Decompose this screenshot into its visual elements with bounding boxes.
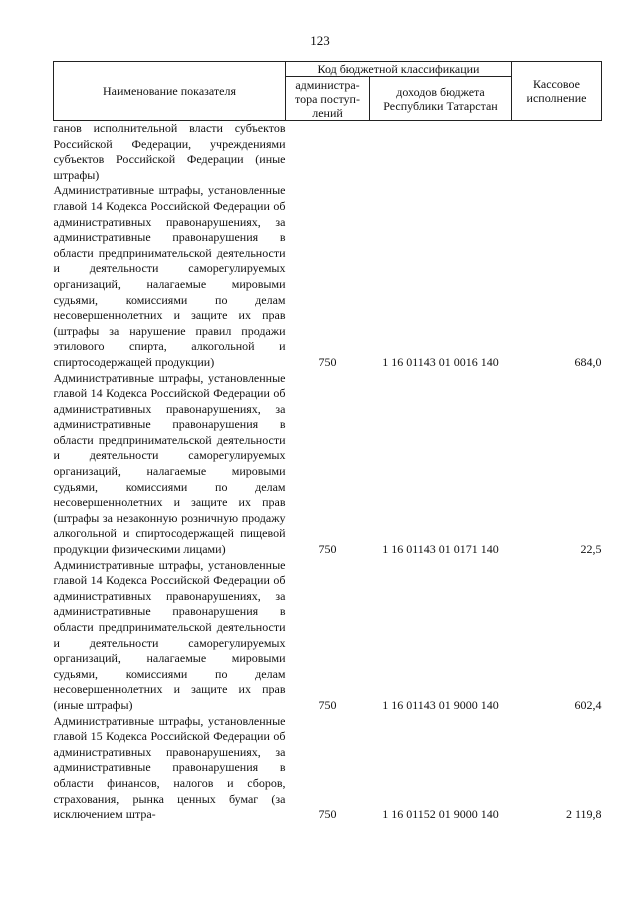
row-name: Административные штрафы, установленные главой 14 Кодекса Российской Федерации об административных правонарушениях, за административные правонарушения в области предпринимательской деятельности и деятельности саморегулируемых организаций, налагаемые мировыми судьями, комиссиями по делам несовершеннолетних и защите их прав (иные штрафы) [53,557,286,712]
row-admin-code: 750 [318,354,337,369]
table-row [54,371,602,558]
header-name: Наименование показателя [54,62,286,121]
row-admin-code [286,121,370,184]
row-amount: 2 119,8 [565,807,602,822]
row-admin-code: 750 [318,807,337,822]
row-name: ганов исполнительной власти субъектов Российской Федерации, учреждениями субъектов Российской Федерации (иные штрафы) [53,121,286,182]
row-revenue-code: 1 16 01152 01 9000 140 [382,807,499,822]
header-revenue: доходов бюджета Республики Татарстан [370,77,512,121]
row-amount [512,121,602,184]
row-revenue-code: 1 16 01143 01 0171 140 [382,542,499,557]
row-name: Административные штрафы, установленные главой 14 Кодекса Российской Федерации об административных правонарушениях, за административные правонарушения в области предпринимательской деятельности и деятельности саморегулируемых организаций, налагаемые мировыми судьями, комиссиями по делам несовершеннолетних и защите их прав (штрафы за незаконную розничную продажу алкогольной и спиртосодержащей пищевой продукции физическими лицами) [53,370,286,557]
row-name: Административные штрафы, установленные главой 14 Кодекса Российской Федерации об административных правонарушениях, за административные правонарушения в области предпринимательской деятельности и деятельности саморегулируемых организаций, налагаемые мировыми судьями, комиссиями по делам несовершеннолетних и защите их прав (штрафы за нарушение правил продажи этилового спирта, алкогольной и спиртосодержащей продукции) [53,183,286,369]
row-admin-code: 750 [318,697,337,712]
table-header [54,62,602,121]
row-revenue-code: 1 16 01143 01 0016 140 [382,354,499,369]
table-row [54,121,602,184]
table-row [54,183,602,370]
header-amount: Кассовое исполнение [512,62,602,121]
table-row [54,558,602,714]
table-row [54,714,602,823]
row-revenue-code [370,121,512,184]
header-code-group: Код бюджетной классификации [286,62,512,77]
row-amount: 602,4 [574,697,602,712]
header-admin: администра-тора поступ-лений [286,77,370,121]
row-amount: 22,5 [580,542,602,557]
row-revenue-code: 1 16 01143 01 9000 140 [382,697,499,712]
page-number: 123 [310,33,330,48]
row-admin-code: 750 [318,542,337,557]
row-name: Административные штрафы, установленные главой 15 Кодекса Российской Федерации об административных правонарушениях, за административные правонарушения в области финансов, налогов и сборов, страхования, рынка ценных бумаг (за исключением штра- [53,713,286,822]
budget-execution-table [53,61,602,823]
table-body [54,121,602,823]
row-amount: 684,0 [574,354,602,369]
